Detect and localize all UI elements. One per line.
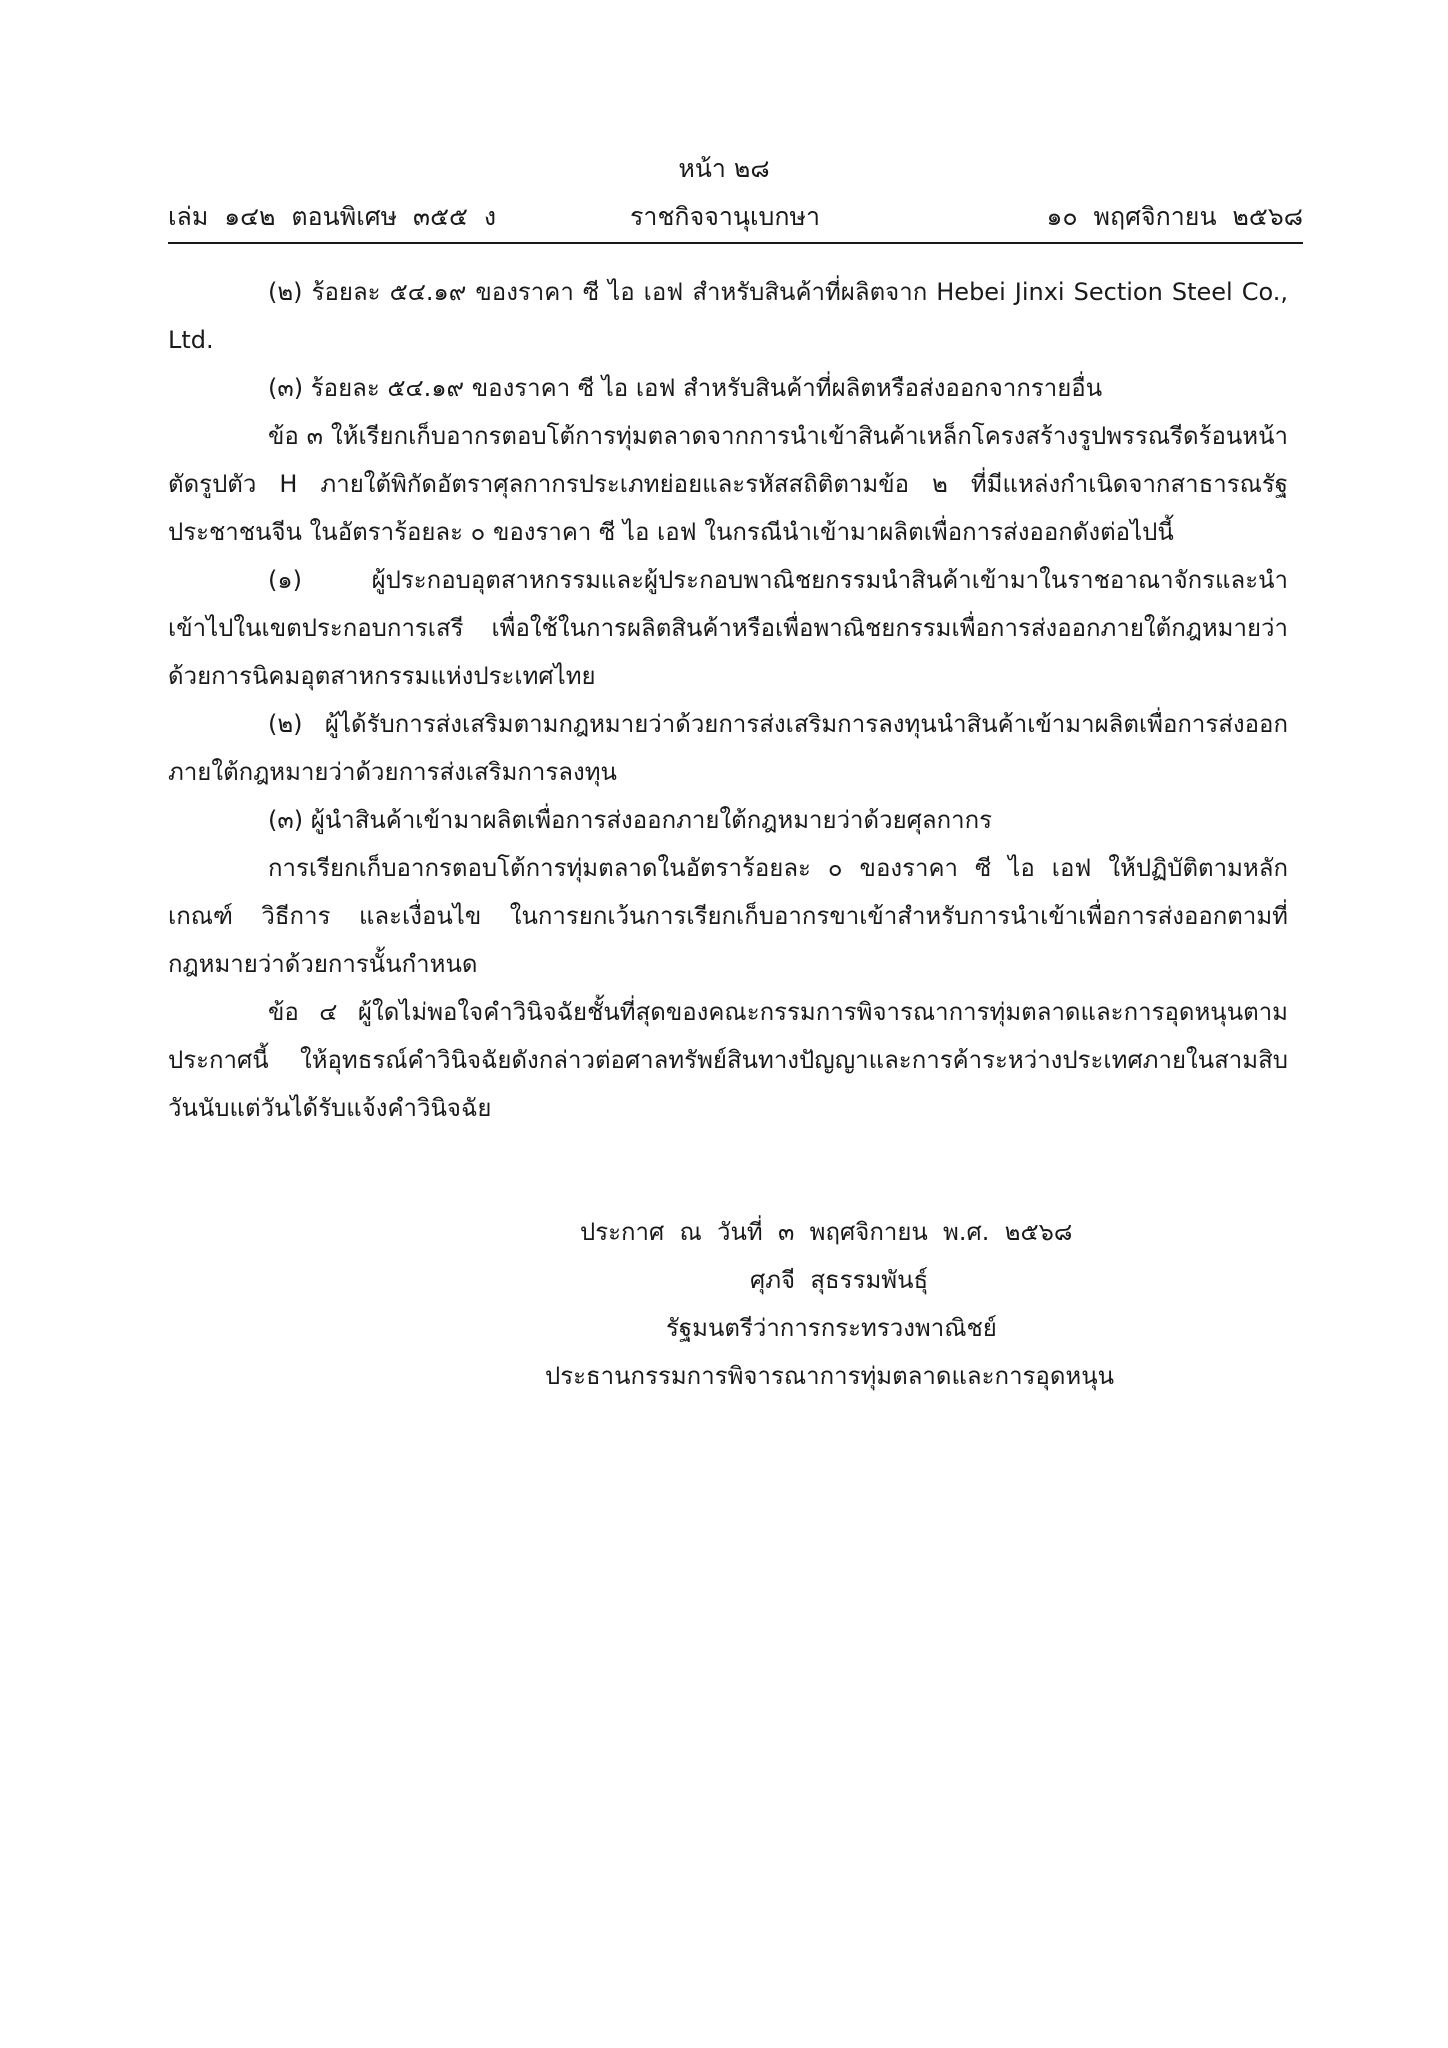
signatory-title: รัฐมนตรีว่าการกระทรวงพาณิชย์ bbox=[666, 1314, 997, 1342]
gazette-header bbox=[168, 198, 1303, 236]
paragraph-clause-4: ข้อ ๔ ผู้ใดไม่พอใจคำวินิจฉัยชั้นที่สุดของคณะกรรมการพิจารณาการทุ่มตลาดและการอุดหนุนตามประกาศนี้ ให้อุทธรณ์คำวินิจฉัยดังกล่าวต่อศาลทรัพย์สินทางปัญญาและการค้าระหว่างประเทศภายในสามสิบวันนับแต่วันได้รับแจ้งคำวินิจฉัย bbox=[168, 998, 1288, 1122]
paragraph-item-2: (๒) ร้อยละ ๕๔.๑๙ ของราคา ซี ไอ เอฟ สำหรับสินค้าที่ผลิตจาก Hebei Jinxi Section Steel Co., Ltd. bbox=[168, 278, 1288, 354]
header-date: ๑๐ พฤศจิกายน ๒๕๖๘ bbox=[1046, 202, 1303, 231]
header-divider bbox=[168, 242, 1303, 244]
paragraph-item-3: (๓) ร้อยละ ๕๔.๑๙ ของราคา ซี ไอ เอฟ สำหรับสินค้าที่ผลิตหรือส่งออกจากรายอื่น bbox=[268, 374, 1103, 402]
signature-block bbox=[500, 1208, 1220, 1400]
page-number: หน้า ๒๘ bbox=[678, 154, 770, 183]
signatory-chair-title: ประธานกรรมการพิจารณาการทุ่มตลาดและการอุดหนุน bbox=[545, 1362, 1115, 1390]
header-gazette-title: ราชกิจจานุเบกษา bbox=[630, 202, 821, 231]
paragraph-zero-rate-rules: การเรียกเก็บอากรตอบโต้การทุ่มตลาดในอัตราร้อยละ ๐ ของราคา ซี ไอ เอฟ ให้ปฏิบัติตามหลักเกณฑ์ วิธีการ และเงื่อนไข ในการยกเว้นการเรียกเก็บอากรขาเข้าสำหรับการนำเข้าเพื่อการส่งออกตามที่กฎหมายว่าด้วยการนั้นกำหนด bbox=[168, 854, 1288, 978]
paragraph-clause-3: ข้อ ๓ ให้เรียกเก็บอากรตอบโต้การทุ่มตลาดจากการนำเข้าสินค้าเหล็กโครงสร้างรูปพรรณรีดร้อนหน้าตัดรูปตัว H ภายใต้พิกัดอัตราศุลกากรประเภทย่อยและรหัสสถิติตามข้อ ๒ ที่มีแหล่งกำเนิดจากสาธารณรัฐประชาชนจีน ในอัตราร้อยละ ๐ ของราคา ซี ไอ เอฟ ในกรณีนำเข้ามาผลิตเพื่อการส่งออกดังต่อไปนี้ bbox=[168, 422, 1288, 546]
paragraph-subitem-3: (๓) ผู้นำสินค้าเข้ามาผลิตเพื่อการส่งออกภายใต้กฎหมายว่าด้วยศุลกากร bbox=[268, 806, 993, 834]
paragraph-subitem-2: (๒) ผู้ได้รับการส่งเสริมตามกฎหมายว่าด้วยการส่งเสริมการลงทุนนำสินค้าเข้ามาผลิตเพื่อการส่งออกภายใต้กฎหมายว่าด้วยการส่งเสริมการลงทุน bbox=[168, 710, 1288, 786]
signatory-name: ศุภจี สุธรรมพันธุ์ bbox=[750, 1266, 929, 1294]
header-volume: เล่ม ๑๔๒ ตอนพิเศษ ๓๕๕ ง bbox=[168, 202, 497, 231]
announcement-date: ประกาศ ณ วันที่ ๓ พฤศจิกายน พ.ศ. ๒๕๖๘ bbox=[580, 1218, 1073, 1246]
announcement-body bbox=[168, 268, 1288, 1132]
paragraph-subitem-1: (๑) ผู้ประกอบอุตสาหกรรมและผู้ประกอบพาณิชยกรรมนำสินค้าเข้ามาในราชอาณาจักรและนำเข้าไปในเขตประกอบการเสรี เพื่อใช้ในการผลิตสินค้าหรือเพื่อพาณิชยกรรมเพื่อการส่งออกภายใต้กฎหมายว่าด้วยการนิคมอุตสาหกรรมแห่งประเทศไทย bbox=[168, 566, 1288, 690]
